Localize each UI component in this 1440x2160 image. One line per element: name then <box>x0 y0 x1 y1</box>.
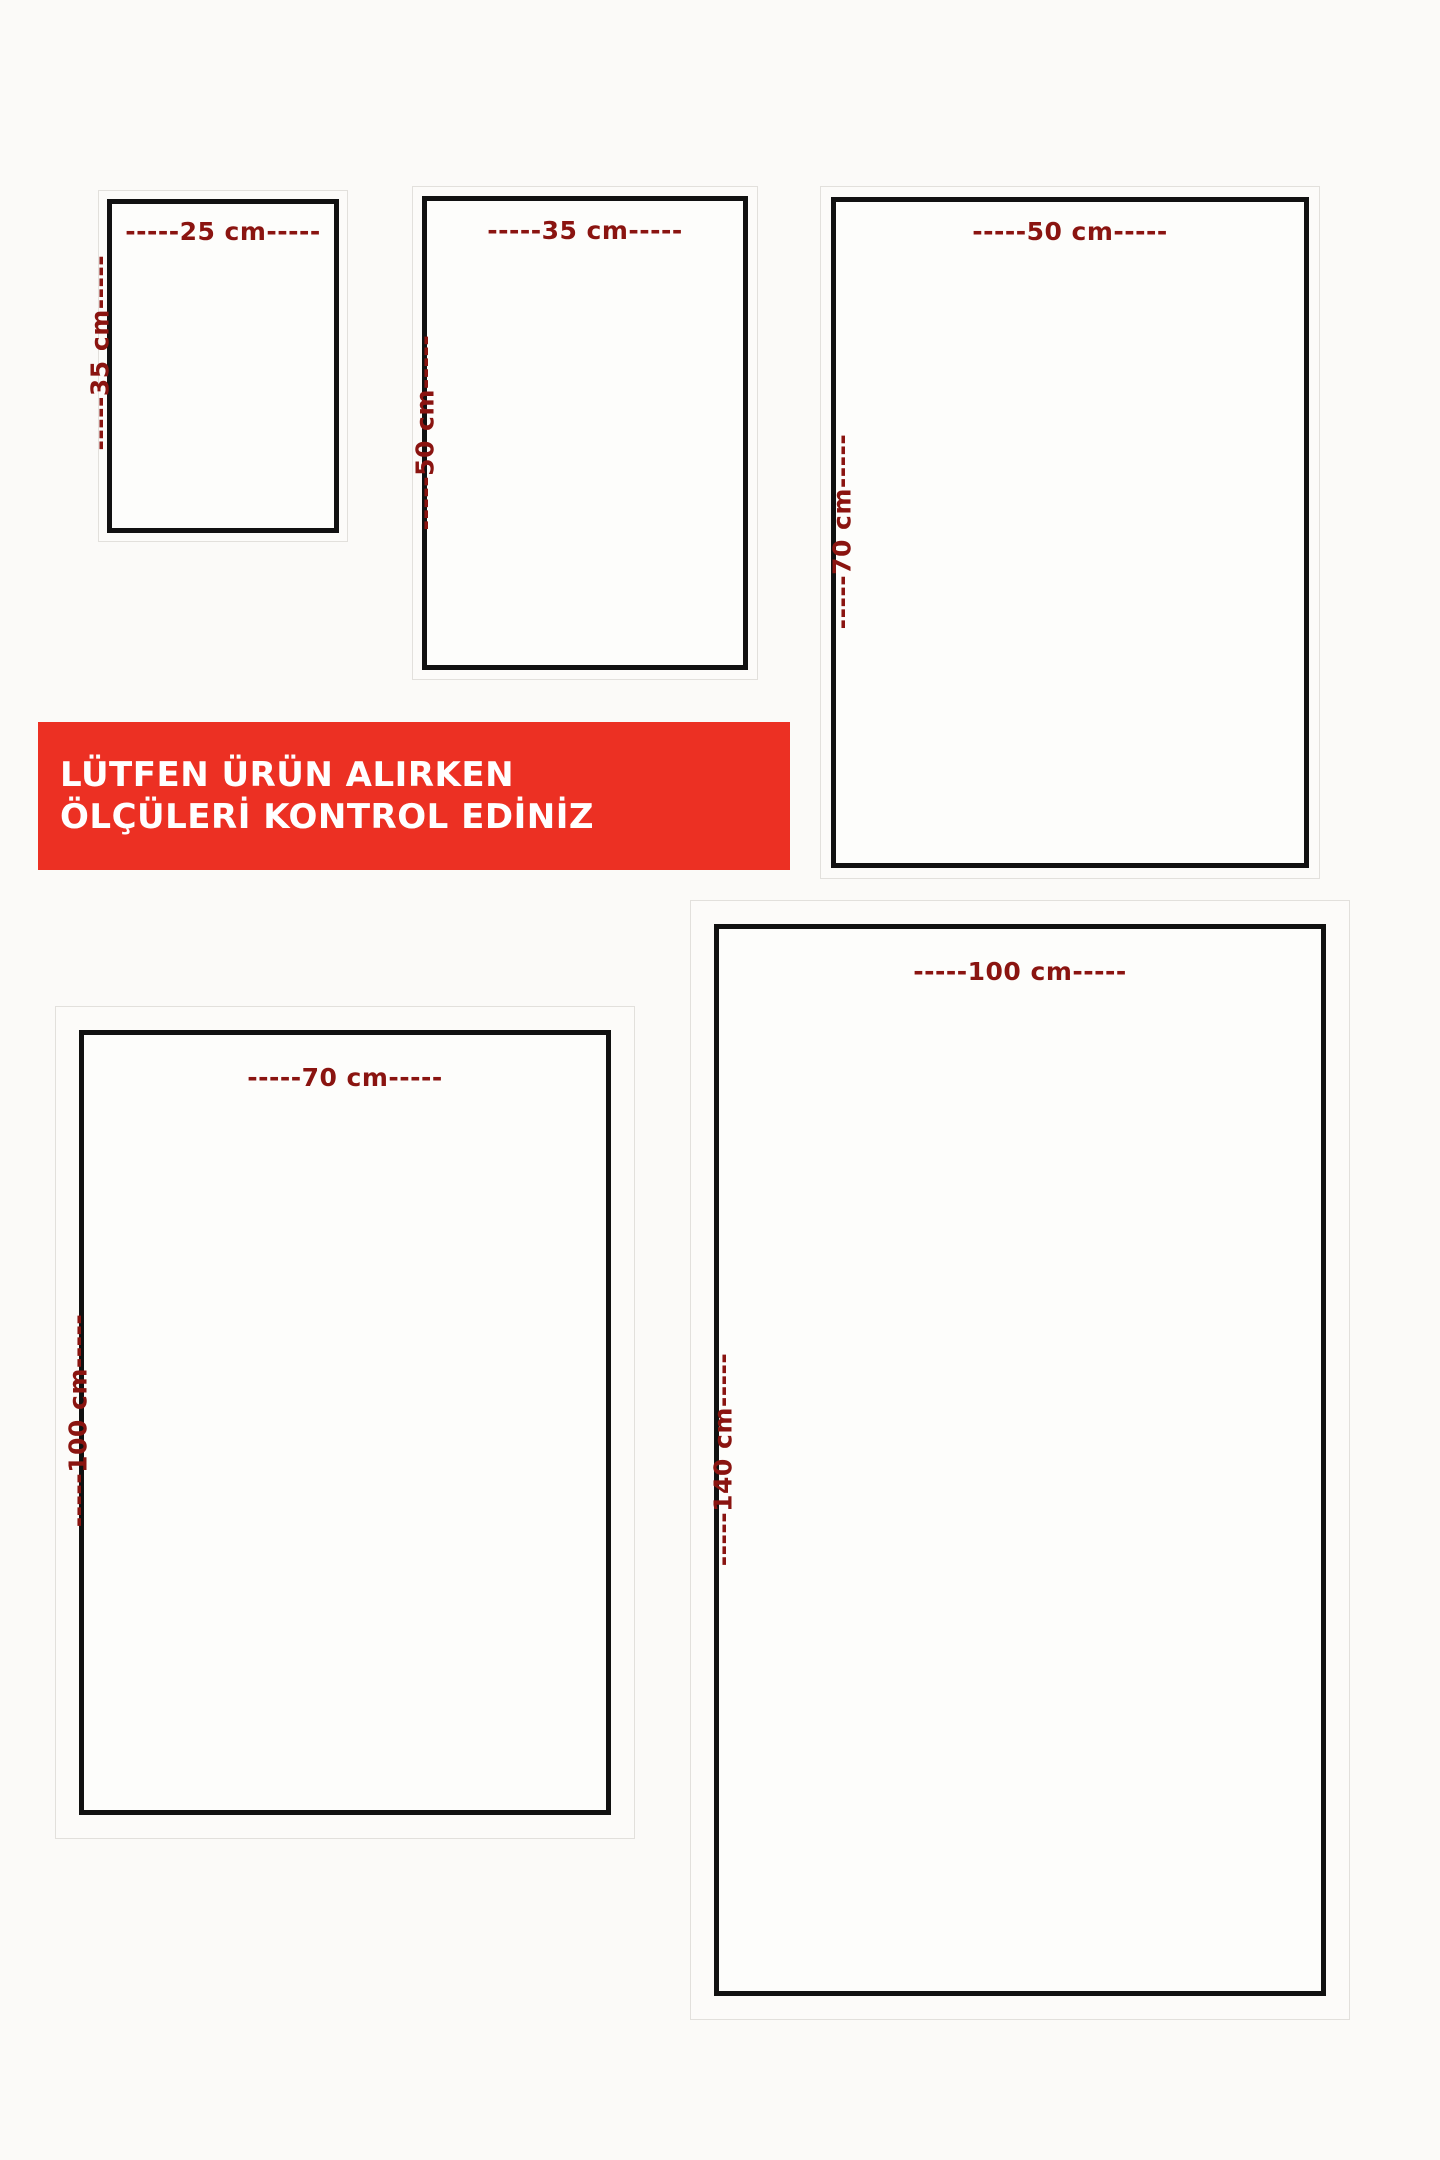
frame-50x70 <box>820 186 1320 879</box>
frame-25x35 <box>85 190 348 542</box>
frame-70x100-width-label: -----70 cm----- <box>247 1063 443 1092</box>
frame-70x100 <box>55 1006 635 1839</box>
frame-100x140-height-label: -----140 cm----- <box>708 1352 738 1567</box>
frame-100x140-width-label: -----100 cm----- <box>913 957 1127 986</box>
frame-70x100-inner <box>79 1030 611 1815</box>
frame-25x35-height-label: -----35 cm----- <box>85 254 115 451</box>
frame-100x140 <box>690 900 1350 2020</box>
size-warning-line-2: ÖLÇÜLERİ KONTROL EDİNİZ <box>60 797 595 837</box>
frame-35x50-inner <box>422 196 748 670</box>
frame-35x50-height-label: -----50 cm----- <box>410 334 440 531</box>
size-warning-banner <box>38 722 790 870</box>
frame-50x70-height-label: -----70 cm----- <box>827 433 857 630</box>
frame-25x35-inner <box>107 199 339 533</box>
frame-35x50 <box>412 186 758 680</box>
frame-50x70-inner <box>831 197 1309 868</box>
size-warning-line-1: LÜTFEN ÜRÜN ALIRKEN <box>60 754 515 795</box>
frame-35x50-width-label: -----35 cm----- <box>487 216 683 245</box>
frame-50x70-width-label: -----50 cm----- <box>972 217 1168 246</box>
frame-25x35-width-label: -----25 cm----- <box>125 217 321 246</box>
frame-70x100-height-label: -----100 cm----- <box>63 1313 93 1528</box>
frame-100x140-inner <box>714 924 1326 1996</box>
